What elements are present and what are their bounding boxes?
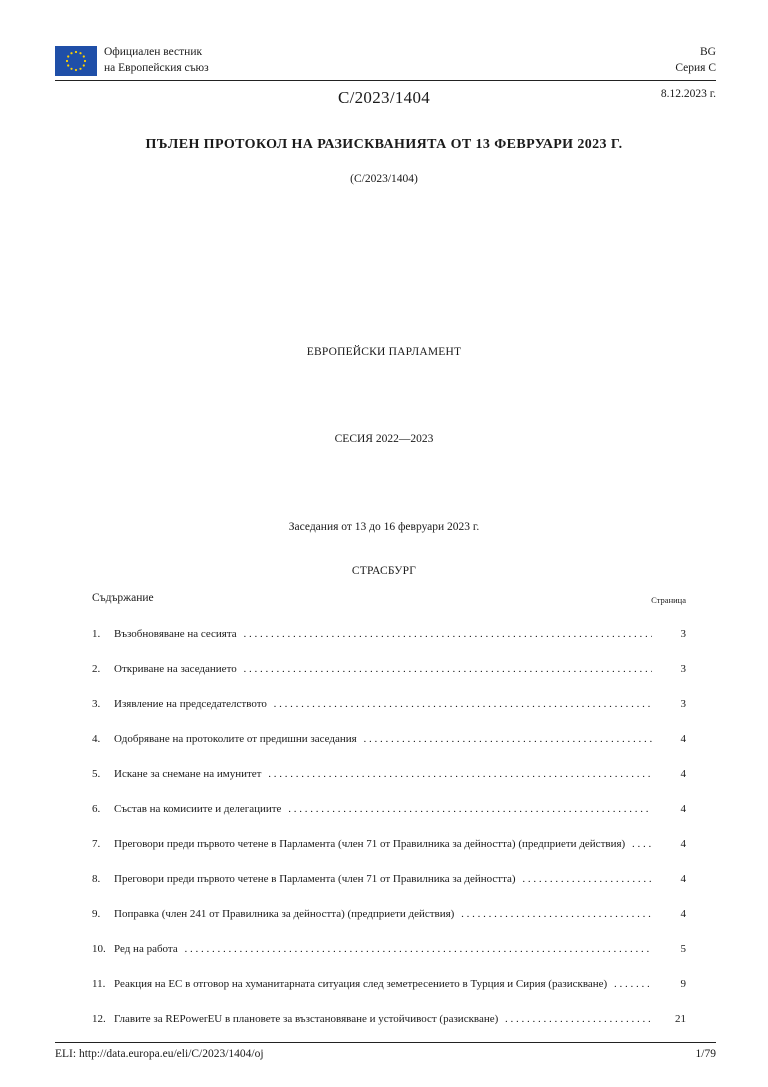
toc-entry-page: 4 (680, 908, 686, 920)
toc-entry-page: 3 (680, 698, 686, 710)
toc-entry-number: 10. (92, 943, 106, 955)
toc-entry-title: Искане за снемане на имунитет (114, 768, 265, 780)
page-number: 1/79 (695, 1048, 716, 1060)
toc-entry-title: Главите за REPowerEU в плановете за възстановяване и устойчивост (разискване) (114, 1013, 502, 1025)
toc-entry-number: 5. (92, 768, 101, 780)
city-name: СТРАСБУРГ (351, 565, 417, 577)
toc-entry-title: Състав на комисиите и делегациите (114, 803, 285, 815)
toc-entry-title: Преговори преди първото четене в Парламента (член 71 от Правилника за дейността) (предприети действия) (114, 838, 629, 850)
toc-entry-number: 11. (92, 978, 106, 990)
page-title: ПЪЛЕН ПРОТОКОЛ НА РАЗИСКВАНИЯТА ОТ 13 ФЕВРУАРИ 2023 Г. (145, 137, 623, 152)
language-code: BG (700, 46, 716, 58)
toc-entry-number: 7. (92, 838, 101, 850)
toc-entry-page: 4 (680, 768, 686, 780)
eu-stars-icon (55, 46, 97, 76)
header-divider (55, 80, 716, 81)
toc-entry-page: 4 (680, 873, 686, 885)
toc-entry-number: 12. (92, 1013, 106, 1025)
toc-entry-page: 3 (680, 628, 686, 640)
toc-entry[interactable] (92, 803, 686, 821)
toc-entry[interactable] (92, 733, 686, 751)
toc-entry-number: 1. (92, 628, 101, 640)
toc-entry-title: Ред на работа (114, 943, 182, 955)
toc-entry-number: 6. (92, 803, 101, 815)
toc-entry[interactable] (92, 908, 686, 926)
toc-entry[interactable] (92, 873, 686, 891)
toc-entry[interactable] (92, 838, 686, 856)
sittings-dates: Заседания от 13 до 16 февруари 2023 г. (288, 521, 480, 533)
toc-entry-page: 3 (680, 663, 686, 675)
toc-entry[interactable] (92, 628, 686, 646)
toc-entry-page: 4 (680, 838, 686, 850)
toc-entry-number: 3. (92, 698, 101, 710)
toc-entry-title: Откриване на заседанието (114, 663, 241, 675)
toc-entry[interactable] (92, 943, 686, 961)
toc-entry[interactable] (92, 1013, 686, 1031)
toc-entry[interactable] (92, 663, 686, 681)
toc-heading: Съдържание (92, 592, 154, 604)
toc-entry-number: 8. (92, 873, 101, 885)
toc-entry-page: 9 (680, 978, 686, 990)
toc-entry-title: Поправка (член 241 от Правилника за дейността) (предприети действия) (114, 908, 458, 920)
toc-entry[interactable] (92, 698, 686, 716)
toc-entry-title: Одобряване на протоколите от предишни заседания (114, 733, 361, 745)
eli-link[interactable]: ELI: http://data.europa.eu/eli/C/2023/1404/oj (55, 1048, 264, 1060)
toc-entry-title: Изявление на председателството (114, 698, 271, 710)
page-subtitle: (C/2023/1404) (350, 173, 418, 185)
eu-flag-logo (55, 46, 97, 76)
series-label: Серия C (675, 62, 716, 74)
publication-date: 8.12.2023 г. (660, 88, 716, 100)
institution-name: ЕВРОПЕЙСКИ ПАРЛАМЕНТ (306, 346, 462, 358)
journal-name-line2: на Европейския съюз (104, 62, 209, 74)
toc-entry-page: 4 (680, 803, 686, 815)
toc-entry-number: 9. (92, 908, 101, 920)
toc-entry-title: Реакция на ЕС в отговор на хуманитарната ситуация след земетресението в Турция и Сирия (разискване) (114, 978, 611, 990)
toc-entry-title: Възобновяване на сесията (114, 628, 241, 640)
toc-entry-number: 4. (92, 733, 101, 745)
toc-entry-number: 2. (92, 663, 101, 675)
toc-entry-title: Преговори преди първото четене в Парламента (член 71 от Правилника за дейността) (114, 873, 520, 885)
toc-entry-page: 21 (675, 1013, 686, 1025)
toc-page-column-label: Страница (651, 595, 686, 605)
footer-divider (55, 1042, 716, 1043)
document-number: C/2023/1404 (337, 88, 431, 107)
journal-name-line1: Официален вестник (104, 46, 203, 58)
toc-entry-page: 5 (680, 943, 686, 955)
toc-entry[interactable] (92, 978, 686, 996)
toc-entry[interactable] (92, 768, 686, 786)
session-label: СЕСИЯ 2022—2023 (334, 433, 434, 445)
toc-entry-page: 4 (680, 733, 686, 745)
